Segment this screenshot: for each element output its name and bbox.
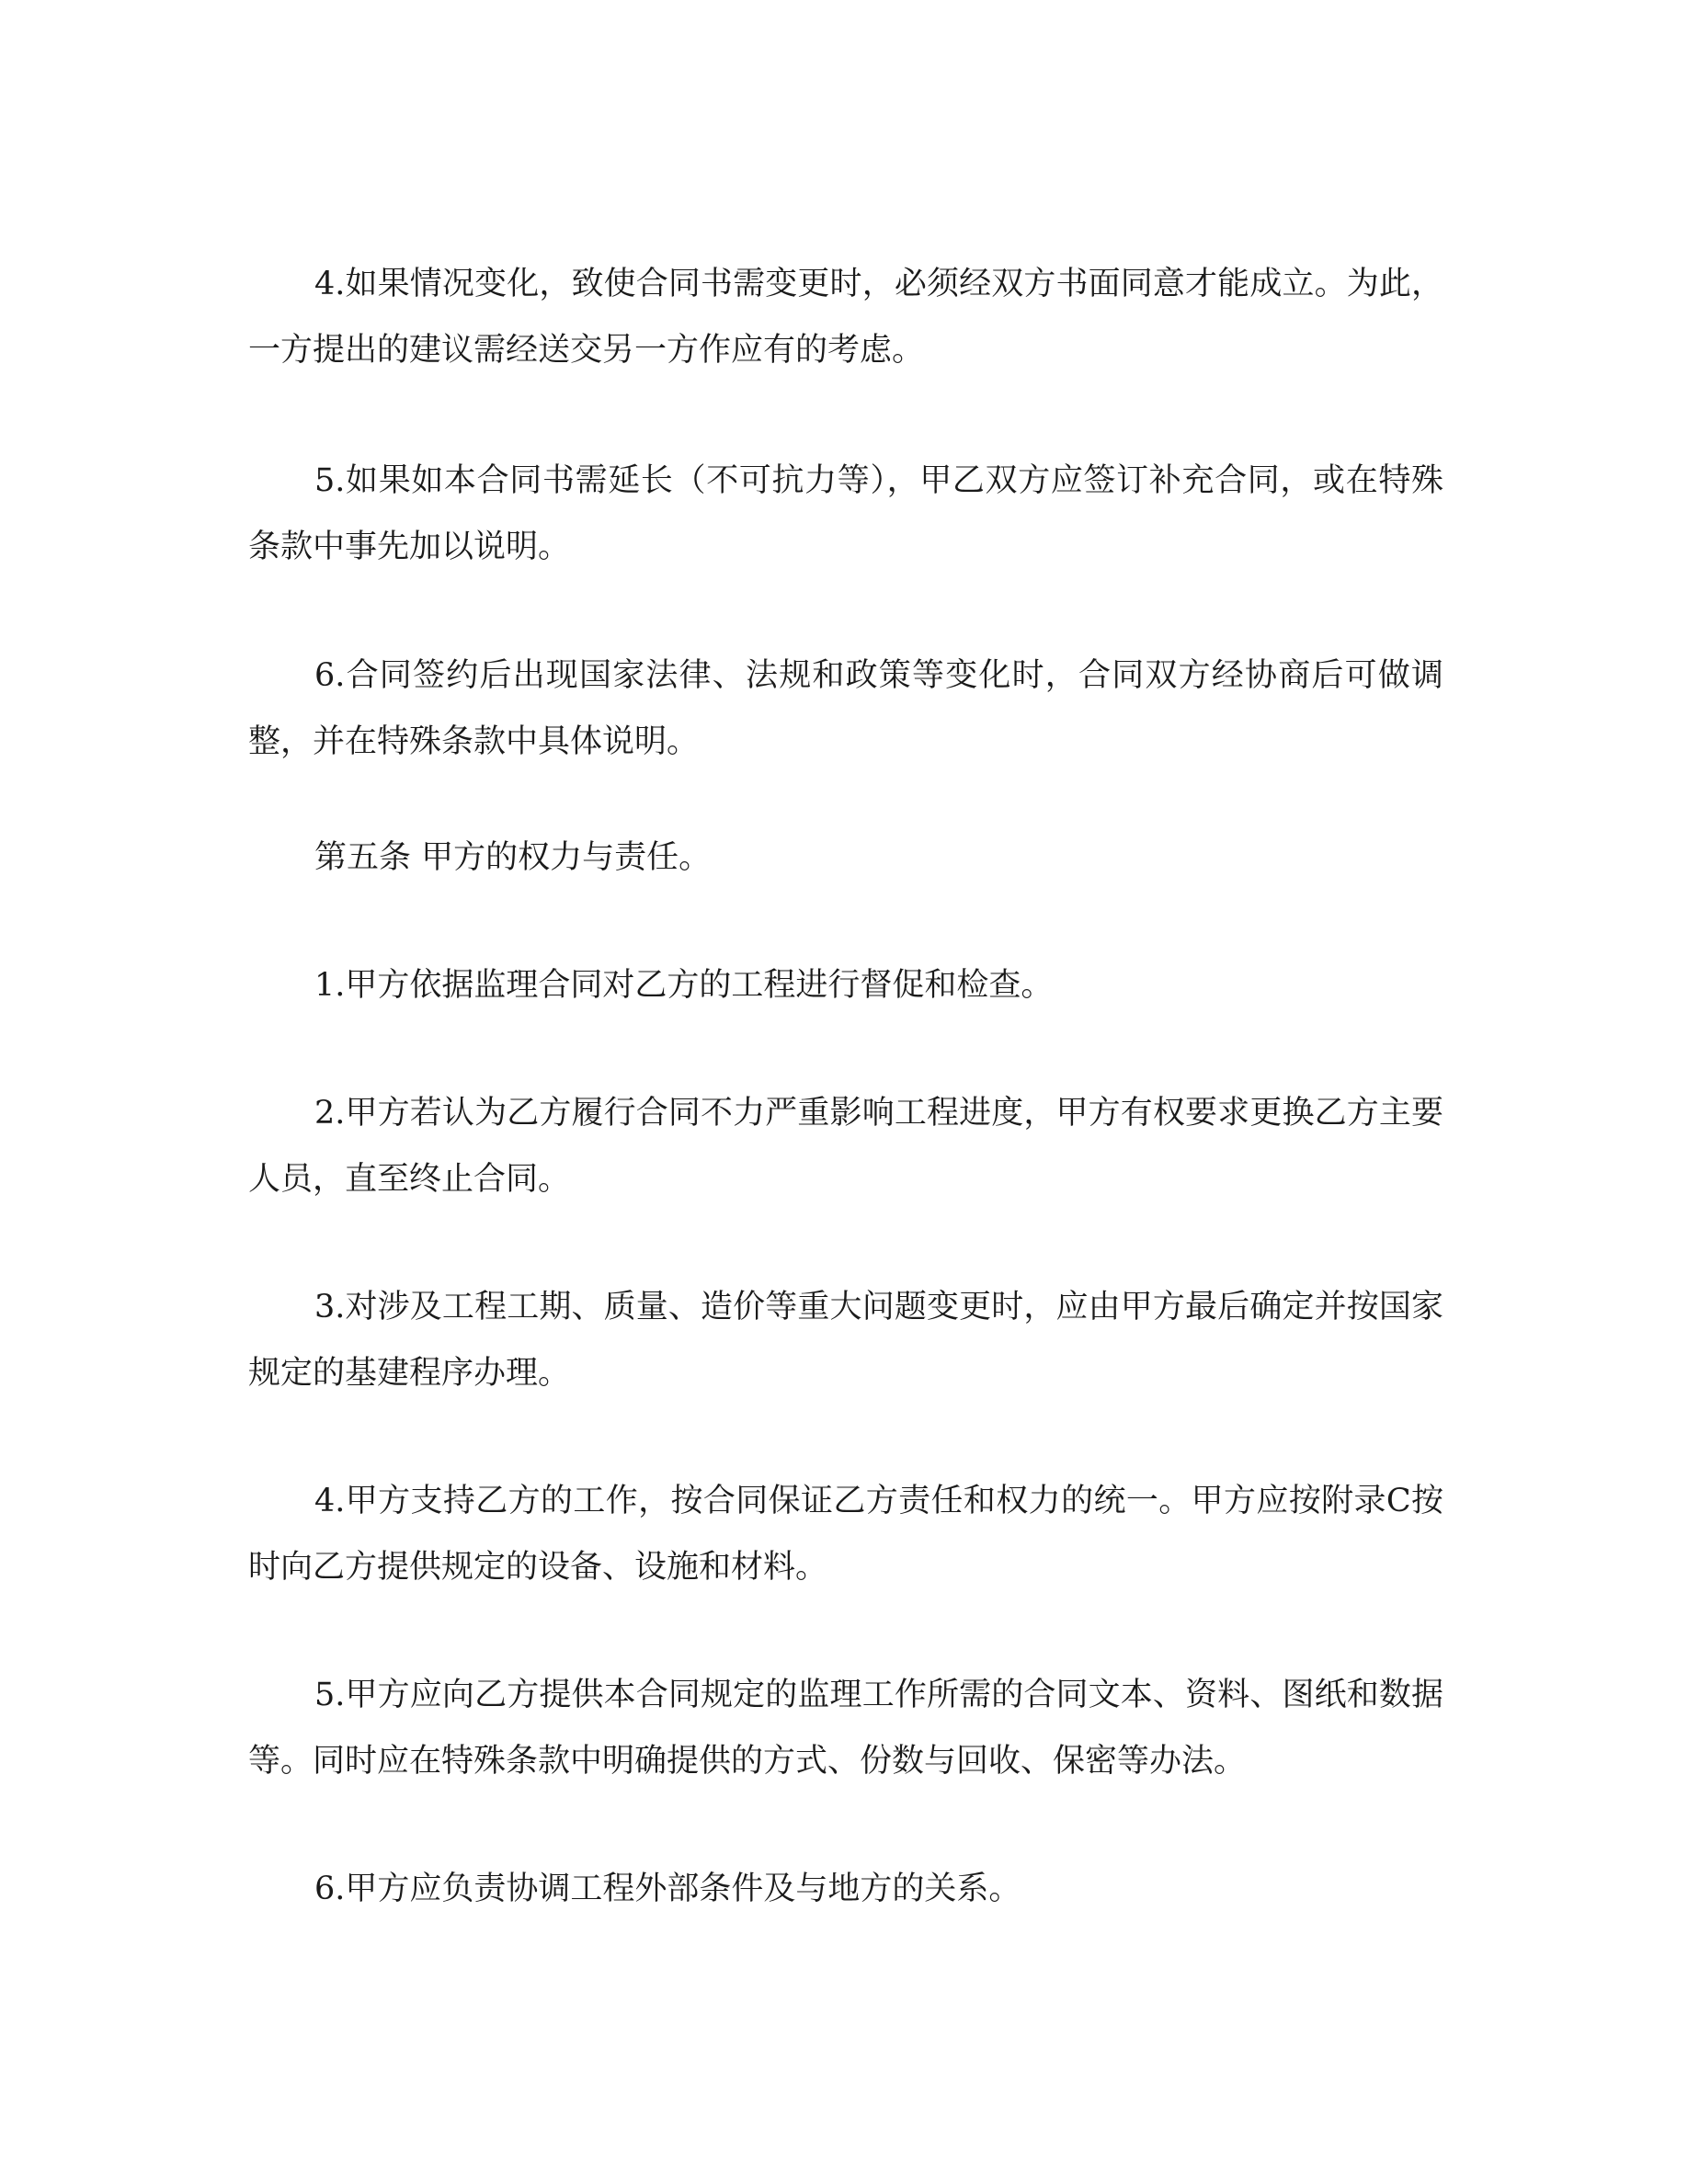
party-a-clause-1: 1.甲方依据监理合同对乙方的工程进行督促和检查。 xyxy=(314,967,1054,1004)
party-a-clause-6: 6.甲方应负责协调工程外部条件及与地方的关系。 xyxy=(314,1871,1021,1907)
article-5-heading: 第五条 甲方的权力与责任。 xyxy=(314,839,712,876)
clause-5-extension: 5.如果如本合同书需延长（不可抗力等），甲乙双方应签订补充合同，或在特殊条款中事先加以说明。 xyxy=(248,462,1443,565)
clause-6-law-change: 6.合同签约后出现国家法律、法规和政策等变化时，合同双方经协商后可做调整，并在特殊条款中具体说明。 xyxy=(248,657,1443,760)
clause-4-change: 4.如果情况变化，致使合同书需变更时，必须经双方书面同意才能成立。为此，一方提出的建议需经送交另一方作应有的考虑。 xyxy=(248,266,1443,369)
party-a-clause-5: 5.甲方应向乙方提供本合同规定的监理工作所需的合同文本、资料、图纸和数据等。同时应在特殊条款中明确提供的方式、份数与回收、保密等办法。 xyxy=(248,1677,1443,1780)
party-a-clause-4: 4.甲方支持乙方的工作，按合同保证乙方责任和权力的统一。甲方应按附录C按时向乙方提供规定的设备、设施和材料。 xyxy=(248,1483,1443,1586)
party-a-clause-3: 3.对涉及工程工期、质量、造价等重大问题变更时，应由甲方最后确定并按国家规定的基建程序办理。 xyxy=(248,1289,1443,1392)
party-a-clause-2: 2.甲方若认为乙方履行合同不力严重影响工程进度，甲方有权要求更换乙方主要人员，直至终止合同。 xyxy=(248,1095,1443,1198)
